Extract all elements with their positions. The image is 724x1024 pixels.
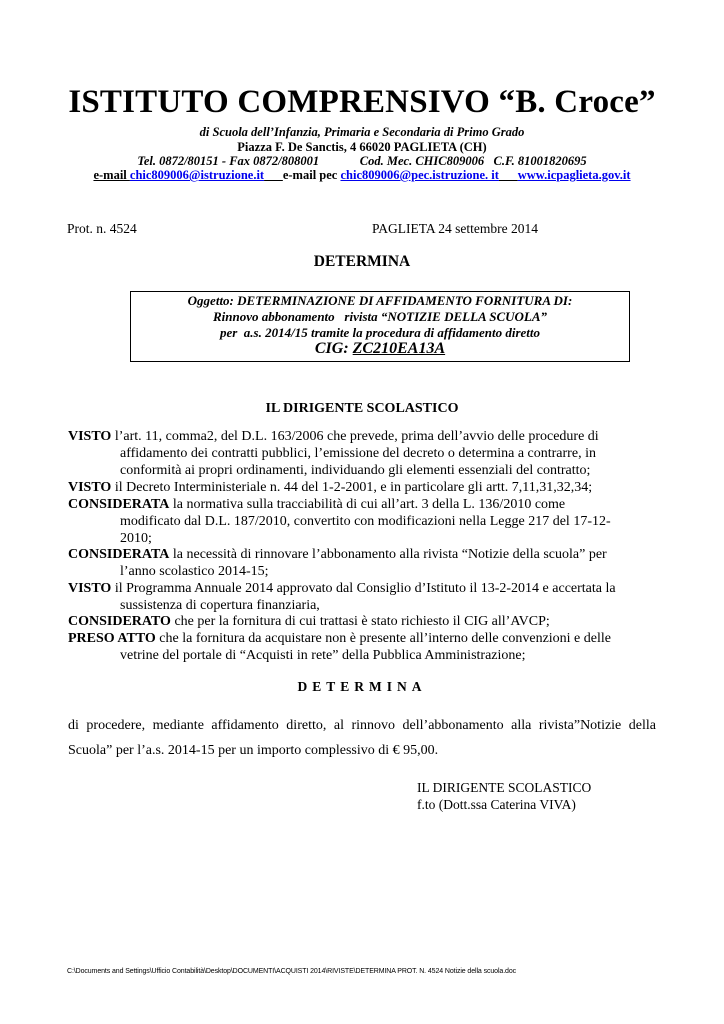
clause-keyword: VISTO: [68, 480, 112, 495]
clause-cont: conformità ai propri ordinamenti, individuando gli elementi essenziali del contratto;: [120, 463, 591, 478]
place-date: PAGLIETA 24 settembre 2014: [372, 221, 539, 236]
clause-considerata-2: [68, 546, 656, 580]
file-path-footer: C:\Documents and Settings\Ufficio Contabilità\Desktop\DOCUMENTI\ACQUISTI 2014\RIVISTE\DETERMINA PROT. N. 4524 Notizie della scuola.doc: [67, 968, 517, 975]
clause-text: che la fornitura da acquistare non è presente all’interno delle convenzioni e delle: [155, 631, 611, 646]
subject-line-2: Rinnovo abbonamento rivista “NOTIZIE DELLA SCUOLA”: [212, 309, 548, 324]
clause-text: il Decreto Interministeriale n. 44 del 1-2-2001, e in particolare gli artt. 7,11,31,32,34;: [111, 480, 593, 495]
document-heading: DETERMINA: [313, 253, 411, 270]
clause-cont: vetrine del portale di “Acquisti in rete” della Pubblica Amministrazione;: [120, 648, 526, 663]
clause-cont: affidamento dei contratti pubblici, l’emissione del decreto o determina a contrarre, in: [120, 446, 596, 461]
clause-keyword: VISTO: [68, 429, 112, 444]
clause-text: la necessità di rinnovare l’abbonamento alla rivista “Notizie della scuola” per: [169, 547, 607, 562]
email-link[interactable]: chic809006@istruzione.it: [129, 168, 265, 182]
signature-name: f.to (Dott.ssa Caterina VIVA): [417, 797, 576, 812]
clause-text: l’art. 11, comma2, del D.L. 163/2006 che prevede, prima dell’avvio delle procedure di: [111, 429, 599, 444]
clause-cont: modificato dal D.L. 187/2010, convertito con modificazioni nella Legge 217 del 17-12-: [120, 514, 611, 529]
clause-text: che per la fornitura di cui trattasi è stato richiesto il CIG all’AVCP;: [170, 614, 550, 629]
contact-line: [0, 154, 724, 169]
clause-visto-1: [68, 428, 656, 479]
protocol-number: Prot. n. 4524: [67, 221, 137, 236]
clause-preso-atto: [68, 630, 656, 664]
clause-keyword: CONSIDERATO: [68, 614, 171, 629]
signature-role: IL DIRIGENTE SCOLASTICO: [417, 780, 592, 795]
clause-keyword: CONSIDERATA: [68, 497, 170, 512]
school-address: Piazza F. De Sanctis, 4 66020 PAGLIETA (CH): [237, 140, 487, 154]
clause-keyword: VISTO: [68, 581, 112, 596]
cig-value: ZC210EA13A: [352, 340, 446, 357]
pec-link[interactable]: chic809006@pec.istruzione. it: [340, 168, 499, 182]
clause-visto-3: [68, 580, 656, 614]
school-title: ISTITUTO COMPRENSIVO “B. Croce”: [68, 84, 656, 120]
dirigente-heading: IL DIRIGENTE SCOLASTICO: [265, 401, 459, 416]
subject-box: [130, 291, 630, 362]
website-link[interactable]: www.icpaglieta.gov.it: [517, 168, 631, 182]
school-subtitle: di Scuola dell’Infanzia, Primaria e Secondaria di Primo Grado: [199, 125, 525, 139]
clause-keyword: PRESO ATTO: [68, 631, 156, 646]
subject-line-1: Oggetto: DETERMINAZIONE DI AFFIDAMENTO FORNITURA DI:: [187, 293, 573, 308]
pec-label: e-mail pec: [282, 168, 341, 182]
determina-heading: DETERMINA: [297, 679, 427, 694]
decision-text: di procedere, mediante affidamento diretto, al rinnovo dell’abbonamento alla rivista”Notizie della Scuola” per l’a.s. 2014-15 per un importo complessivo di € 95,00.: [68, 718, 656, 758]
cig-code: [131, 340, 629, 358]
tel-fax: Tel. 0872/80151 - Fax 0872/808001: [137, 154, 320, 168]
clause-text: il Programma Annuale 2014 approvato dal Consiglio d’Istituto il 13-2-2014 e accertata la: [111, 581, 616, 596]
clause-text: la normativa sulla tracciabilità di cui all’art. 3 della L. 136/2010 come: [169, 497, 566, 512]
clause-considerata-1: [68, 496, 656, 547]
email-line: [0, 168, 724, 183]
clause-cont: sussistenza di copertura finanziaria,: [120, 598, 320, 613]
cig-label: CIG:: [314, 340, 353, 357]
clause-considerato: [68, 613, 656, 630]
clause-visto-2: [68, 479, 656, 496]
clause-cont: l’anno scolastico 2014-15;: [120, 564, 269, 579]
subject-line-3: per a.s. 2014/15 tramite la procedura di affidamento diretto: [219, 325, 541, 340]
clause-keyword: CONSIDERATA: [68, 547, 170, 562]
school-codes: Cod. Mec. CHIC809006 C.F. 81001820695: [359, 154, 587, 168]
email-label: e-mail: [93, 168, 130, 182]
clause-cont: 2010;: [120, 531, 152, 546]
